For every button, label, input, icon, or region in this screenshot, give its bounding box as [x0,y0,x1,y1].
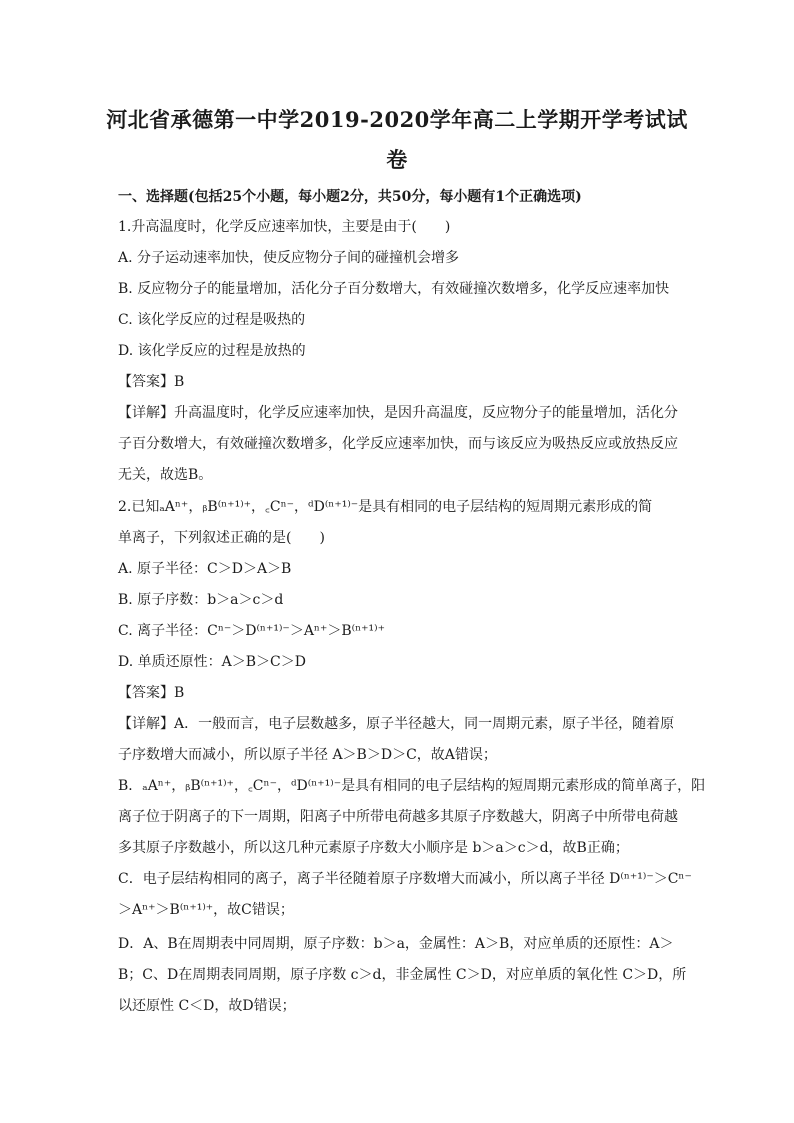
question-2-explanation-line: 【详解】A．一般而言，电子层数越多，原子半径越大，同一周期元素，原子半径，随着原 [118,716,675,732]
question-2-option-a: A. 原子半径：C＞D＞A＞B [118,561,292,577]
question-1-option-a: A. 分子运动速率加快，使反应物分子间的碰撞机会增多 [118,250,460,266]
question-1-stem: 1.升高温度时，化学反应速率加快，主要是由于( ) [118,219,451,235]
question-1-explanation-line: 子百分数增大，有效碰撞次数增多，化学反应速率加快，而与该反应为吸热反应或放热反应 [118,436,678,452]
question-1-option-c: C. 该化学反应的过程是吸热的 [118,312,306,328]
question-2-explanation-line: 多其原子序数越小，所以这几种元素原子序数大小顺序是 b＞a＞c＞d，故B正确； [118,840,629,856]
question-1-explanation-line: 【详解】升高温度时，化学反应速率加快，是因升高温度，反应物分子的能量增加，活化分 [118,405,678,421]
question-2-explanation-line: 以还原性 C＜D，故D错误； [118,998,296,1014]
document-title: 河北省承德第一中学2019-2020学年高二上学期开学考试试 [106,107,688,132]
question-1-option-d: D. 该化学反应的过程是放热的 [118,343,306,359]
question-2-option-d: D. 单质还原性：A＞B＞C＞D [118,654,306,670]
question-1-option-b: B. 反应物分子的能量增加，活化分子百分数增大，有效碰撞次数增多，化学反应速率加快 [118,281,670,297]
question-1-explanation-line: 无关，故选B。 [118,467,213,483]
question-2-option-c: C. 离子半径：Cⁿ⁻＞D⁽ⁿ⁺¹⁾⁻＞Aⁿ⁺＞B⁽ⁿ⁺¹⁾⁺ [118,623,385,639]
question-2-explanation-line: B；C、D在周期表同周期，原子序数 c＞d，非金属性 C＞D，对应单质的氧化性 C＞D，所 [118,967,687,983]
question-2-stem: 2.已知ₐAⁿ⁺，ᵦB⁽ⁿ⁺¹⁾⁺，꜀Cⁿ⁻，ᵈD⁽ⁿ⁺¹⁾⁻是具有相同的电子层结构的短周期元素形成的简 [118,499,653,515]
document-title-continued: 卷 [386,147,408,172]
question-2-explanation-line: 离子位于阴离子的下一周期，阳离子中所带电荷越多其原子序数越大，阴离子中所带电荷越 [118,809,678,825]
question-2-explanation-line: 子序数增大而减小，所以原子半径 A＞B＞D＞C，故A错误； [118,747,497,763]
question-2-option-b: B. 原子序数：b＞a＞c＞d [118,592,284,608]
question-2-explanation-line: C．电子层结构相同的离子，离子半径随着原子序数增大而减小，所以离子半径 D⁽ⁿ⁺¹⁾⁻＞Cⁿ⁻ [118,871,692,887]
question-2-explanation-line: ＞Aⁿ⁺＞B⁽ⁿ⁺¹⁾⁺，故C错误； [118,902,294,918]
question-2-explanation-line: B．ₐAⁿ⁺，ᵦB⁽ⁿ⁺¹⁾⁺，꜀Cⁿ⁻，ᵈD⁽ⁿ⁺¹⁾⁻是具有相同的电子层结构的短周期元素形成的简单离子，阳 [118,778,706,794]
section-heading: 一、选择题(包括25个小题，每小题2分，共50分，每小题有1个正确选项) [118,189,582,205]
question-2-explanation-line: D．A、B在周期表中同周期，原子序数：b＞a，金属性：A＞B，对应单质的还原性：A＞ [118,936,674,952]
question-2-answer: 【答案】B [118,685,185,701]
question-1-answer: 【答案】B [118,374,185,390]
question-2-stem-continued: 单离子，下列叙述正确的是( ) [118,530,325,546]
